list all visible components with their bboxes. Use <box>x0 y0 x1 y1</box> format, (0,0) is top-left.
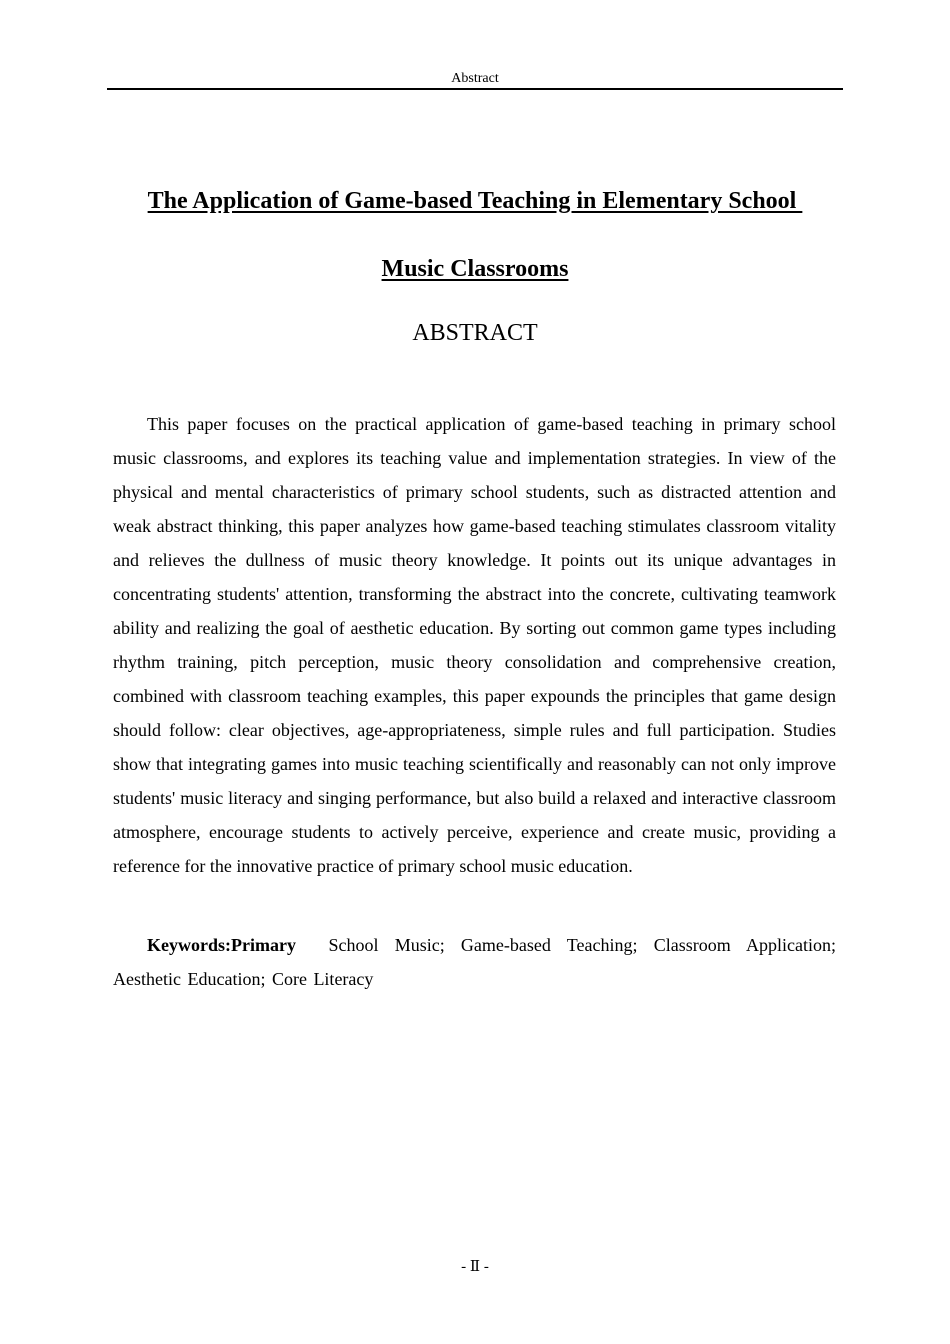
keywords-label: Keywords:Primary <box>147 935 296 955</box>
paper-title-line-1: The Application of Game-based Teaching in Elementary School <box>147 188 803 214</box>
abstract-body: This paper focuses on the practical application of game-based teaching in primary school music classrooms, and explores its teaching value and implementation strategies. In view of the physical and mental characteristics of primary school students, such as distracted attention and weak abstract thinking, this paper analyzes how game-based teaching stimulates classroom vitality and relieves the dullness of music theory knowledge. It points out its unique advantages in concentrating students' attention, transforming the abstract into the concrete, cultivating teamwork ability and realizing the goal of aesthetic education. By sorting out common game types including rhythm training, pitch perception, music theory consolidation and comprehensive creation, combined with classroom teaching examples, this paper expounds the principles that game design should follow: clear objectives, age-appropriateness, simple rules and full participation. Studies show that integrating games into music teaching scientifically and reasonably can not only improve students' music literacy and singing performance, but also build a relaxed and interactive classroom atmosphere, encourage students to actively perceive, experience and create music, providing a reference for the innovative practice of primary school music education. <box>113 414 836 876</box>
paper-title-line-2: Music Classrooms <box>381 256 569 282</box>
running-header: Abstract <box>451 71 499 86</box>
abstract-heading: ABSTRACT <box>412 320 538 346</box>
keywords-paragraph <box>113 928 836 996</box>
keywords-text: School Music; Game-based Teaching; Classroom Application; Aesthetic Education; Core Literacy <box>113 935 836 989</box>
header-rule <box>107 88 843 90</box>
page-number: - Ⅱ - <box>461 1259 489 1275</box>
